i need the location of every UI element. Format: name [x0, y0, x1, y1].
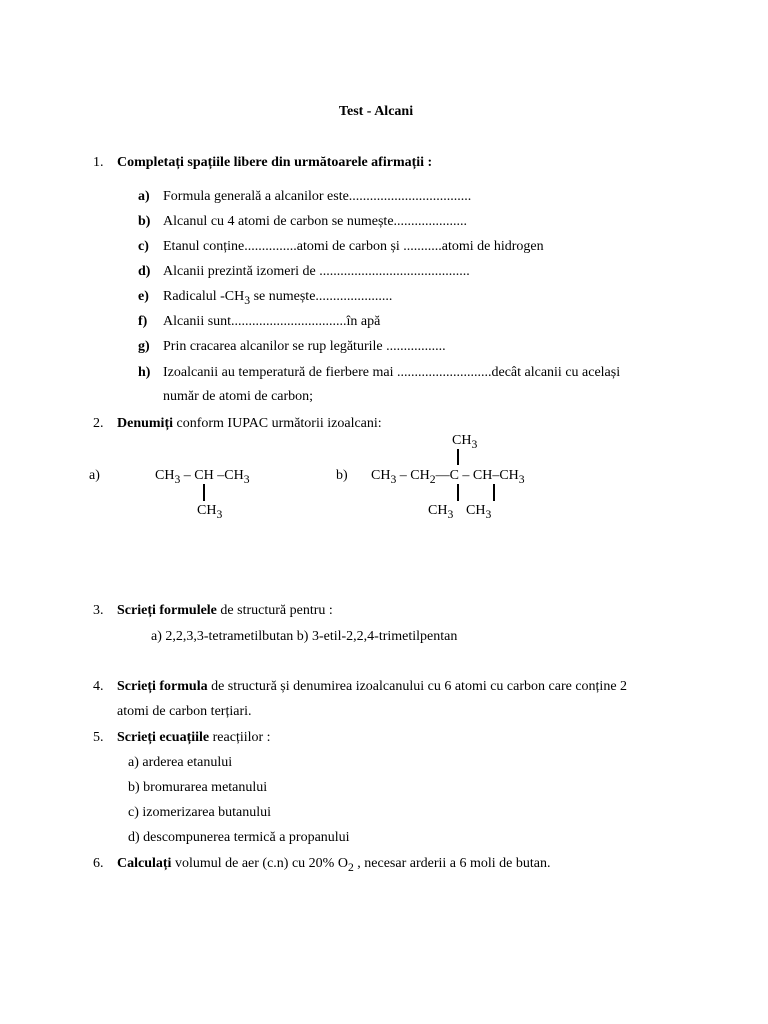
subscript: 3: [471, 437, 478, 451]
subscript: 3: [244, 293, 251, 307]
question-subitems: a) 2,2,3,3-tetrametilbutan b) 3-etil-2,2,4-trimetilpentan: [151, 629, 458, 644]
item-text: Izoalcanii au temperatură de fierbere mai ...........................decât alcanii cu același: [163, 365, 621, 380]
item-text: Formula generală a alcanilor este...................................: [163, 189, 472, 204]
question-text-continuation: atomi de carbon terțiari.: [117, 704, 252, 719]
structure-top-branch: [452, 433, 477, 453]
structure-label: a): [89, 468, 100, 483]
formula-part: CH: [371, 468, 391, 483]
subscript: 3: [174, 472, 181, 486]
formula-part: —C – CH–CH: [435, 468, 519, 483]
formula-part: – CH –CH: [180, 468, 244, 483]
item-letter: f): [138, 314, 148, 329]
subscript: 3: [216, 507, 223, 521]
subscript: 3: [485, 507, 492, 521]
subscript: 3: [518, 472, 525, 486]
item-letter: b): [138, 214, 151, 229]
item-letter: c): [138, 239, 149, 254]
item-text-part: Radicalul -CH: [163, 289, 245, 304]
question-text: [117, 730, 271, 746]
question-keyword: Calculați: [117, 856, 172, 871]
question-text: Completați spațiile libere din următoarele afirmații :: [117, 155, 433, 170]
bond-line: [457, 484, 459, 501]
question-text: [117, 856, 550, 876]
formula-part: CH: [155, 468, 175, 483]
item-text: Alcanii sunt.................................în apă: [163, 314, 381, 329]
list-item: b) bromurarea metanului: [128, 780, 268, 795]
subscript: 2: [347, 860, 354, 874]
structure-branch: [428, 503, 453, 523]
question-number: 5.: [93, 730, 104, 745]
formula-part: – CH: [396, 468, 430, 483]
item-letter: a): [138, 189, 150, 204]
question-number: 2.: [93, 416, 104, 431]
item-letter: h): [138, 365, 151, 380]
item-text: Etanul conține...............atomi de carbon și ...........atomi de hidrogen: [163, 239, 544, 254]
formula-part: CH: [452, 433, 472, 448]
formula-part: CH: [428, 503, 448, 518]
question-keyword: Scrieți ecuațiile: [117, 730, 210, 745]
question-number: 1.: [93, 155, 104, 170]
question-text-rest: de structură pentru :: [216, 603, 333, 618]
question-text-rest: de structură și denumirea izoalcanului cu 6 atomi cu carbon care conține 2: [207, 679, 628, 694]
item-text: Alcanii prezintă izomeri de ...........................................: [163, 264, 470, 279]
formula-part: CH: [197, 503, 217, 518]
question-text: [117, 679, 627, 695]
question-text-rest: reacțiilor :: [209, 730, 271, 745]
item-text-part: se numește......................: [250, 289, 393, 304]
question-keyword: Scrieți formula: [117, 679, 208, 694]
list-item: a) arderea etanului: [128, 755, 233, 770]
item-letter: g): [138, 339, 150, 354]
structure-main-chain: [371, 468, 525, 488]
question-number: 4.: [93, 679, 104, 694]
item-letter: e): [138, 289, 149, 304]
question-text-rest: conform IUPAC următorii izoalcani:: [173, 416, 382, 431]
question-text-rest: , necesar arderii a 6 moli de butan.: [353, 856, 551, 871]
item-text: Alcanul cu 4 atomi de carbon se numește.....................: [163, 214, 468, 229]
list-item: d) descompunerea termică a propanului: [128, 830, 350, 845]
item-text: Prin cracarea alcanilor se rup legăturile .................: [163, 339, 446, 354]
bond-line: [493, 484, 495, 501]
question-text: [117, 603, 333, 619]
question-keyword: Denumiți: [117, 416, 173, 431]
list-item: c) izomerizarea butanului: [128, 805, 272, 820]
bond-line: [203, 484, 205, 501]
question-number: 3.: [93, 603, 104, 618]
formula-part: CH: [466, 503, 486, 518]
item-text: [163, 289, 392, 309]
item-text-continuation: număr de atomi de carbon;: [163, 389, 314, 404]
subscript: 3: [447, 507, 454, 521]
bond-line: [457, 449, 459, 465]
structure-label: b): [336, 468, 348, 483]
question-text-rest: volumul de aer (c.n) cu 20% O: [171, 856, 348, 871]
question-keyword: Scrieți formulele: [117, 603, 217, 618]
question-text: [117, 416, 382, 432]
question-number: 6.: [93, 856, 104, 871]
subscript: 2: [429, 472, 436, 486]
structure-branch: [466, 503, 491, 523]
item-letter: d): [138, 264, 151, 279]
page-title: Test - Alcani: [338, 104, 414, 119]
subscript: 3: [243, 472, 250, 486]
structure-branch: [197, 503, 222, 523]
subscript: 3: [390, 472, 397, 486]
